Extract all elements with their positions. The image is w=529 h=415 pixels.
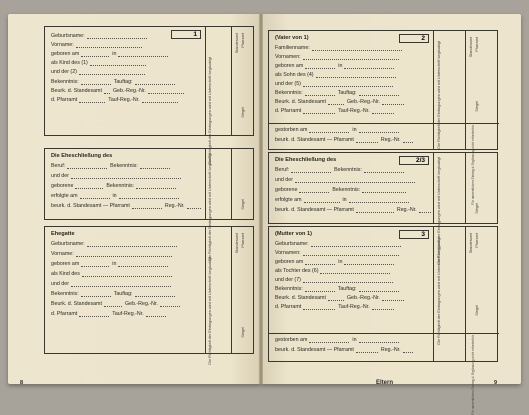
form-row — [275, 108, 397, 114]
field-label: Geb.-Reg.-Nr. — [124, 301, 158, 307]
field-label: Bekenntnis: — [51, 79, 79, 85]
field-label: geboren am — [275, 259, 304, 265]
fill-in-line — [359, 337, 399, 343]
form-row — [51, 163, 173, 169]
field-label: Geb.-Reg.-Nr. — [112, 88, 146, 94]
fill-in-line — [372, 108, 394, 114]
side-column — [465, 31, 466, 149]
form-row — [275, 197, 412, 203]
fill-in-line — [82, 271, 172, 277]
field-label: Beurk. d. Standesamt — [275, 99, 326, 105]
form-row — [51, 183, 179, 189]
form-row — [275, 63, 397, 69]
field-label: d. Pfarramt — [275, 108, 302, 114]
field-label: Tauftag: — [337, 90, 357, 96]
field-label: erfolgte am — [51, 193, 78, 199]
field-label: als Kind des — [51, 271, 80, 277]
form-row — [275, 286, 402, 292]
field-label: Reg.-Nr. — [380, 347, 401, 353]
side-column — [433, 227, 434, 361]
block-number-text: 1 — [193, 31, 197, 38]
form-row — [51, 97, 181, 103]
field-label: als Kind des (1) — [51, 60, 88, 66]
block-number — [399, 34, 429, 43]
fill-in-line — [320, 268, 390, 274]
field-label: d. Pfarramt — [275, 304, 302, 310]
fill-in-line — [76, 251, 172, 257]
fill-in-line — [81, 79, 111, 85]
form-row — [51, 241, 180, 247]
fill-in-line — [359, 286, 399, 292]
fill-in-line — [87, 241, 177, 247]
field-label: Geburtsname: — [275, 241, 309, 247]
fill-in-line — [79, 97, 105, 103]
fill-in-line — [118, 261, 168, 267]
side-column — [231, 27, 232, 135]
form-row — [51, 173, 184, 179]
form-row — [51, 291, 178, 297]
field-label: und der (7) — [275, 277, 301, 283]
field-label: geboren am — [275, 63, 304, 69]
field-label: in — [112, 261, 117, 267]
fill-in-line — [79, 69, 145, 75]
fill-in-line — [305, 286, 335, 292]
side-note: Pfarramt — [475, 37, 479, 52]
side-note: Die Richtigkeit der Eintragungen wird mit Unterschrift beglaubigt — [437, 41, 441, 149]
field-label: gestorben am — [275, 127, 308, 133]
fill-in-line — [80, 193, 110, 199]
form-row — [51, 69, 148, 75]
field-label: Bekenntnis: — [51, 291, 79, 297]
field-label: Beurk. d. Standesamt — [51, 301, 102, 307]
block-number — [399, 156, 429, 165]
field-label: in — [338, 63, 343, 69]
fill-in-line — [87, 33, 147, 39]
side-note: Siegel — [475, 101, 479, 112]
fill-in-line — [356, 207, 394, 213]
side-column — [205, 149, 206, 219]
form-row — [275, 259, 397, 265]
page-number-right: 9 — [494, 380, 498, 386]
field-label: Bekenntnis: — [334, 167, 362, 173]
fill-in-line — [356, 137, 378, 143]
form-row — [275, 187, 409, 193]
field-label: d. Pfarramt — [51, 311, 78, 317]
side-note: Standesamt — [469, 233, 473, 254]
form-row — [275, 127, 402, 133]
side-column — [205, 227, 206, 353]
fill-in-line — [299, 187, 329, 193]
field-label: Geb.-Reg.-Nr. — [346, 295, 380, 301]
field-label: Vornamen: — [275, 250, 301, 256]
side-note: Standesamt — [235, 233, 239, 254]
field-label: Geburtsname: — [51, 33, 85, 39]
fill-in-line — [403, 137, 413, 143]
side-note: Siegel — [241, 107, 245, 118]
form-row — [51, 60, 149, 66]
field-label: Bekenntnis: — [275, 286, 303, 292]
field-label: Beurk. d. Standesamt — [51, 88, 102, 94]
form-row — [51, 193, 182, 199]
form-row — [275, 337, 402, 343]
form-row — [275, 250, 402, 256]
field-label: erfolgte am — [275, 197, 302, 203]
field-label: beurk. d. Standesamt — Pfarramt — [275, 137, 354, 143]
fill-in-line — [81, 261, 109, 267]
field-label: und der — [51, 173, 69, 179]
fill-in-line — [135, 291, 175, 297]
fill-in-line — [362, 187, 406, 193]
fill-in-line — [403, 347, 413, 353]
form-row — [51, 203, 204, 209]
fill-in-line — [119, 193, 179, 199]
fill-in-line — [187, 203, 201, 209]
fill-in-line — [349, 197, 409, 203]
fill-in-line — [364, 167, 404, 173]
form-row — [51, 251, 175, 257]
field-label: Reg.-Nr. — [164, 203, 185, 209]
side-column — [205, 27, 206, 135]
fill-in-line — [75, 183, 103, 189]
fill-in-line — [309, 127, 349, 133]
field-label: Bekenntnis: — [275, 90, 303, 96]
fill-in-line — [295, 177, 415, 183]
fill-in-line — [136, 183, 176, 189]
fill-in-line — [305, 90, 335, 96]
fill-in-line — [356, 347, 378, 353]
field-label: geborene — [51, 183, 74, 189]
form-row — [51, 79, 178, 85]
side-note: Siegel — [475, 305, 479, 316]
field-label: beurk. d. Standesamt — Pfarramt — [51, 203, 130, 209]
fill-in-line — [382, 99, 404, 105]
fill-in-line — [344, 259, 394, 265]
form-row — [51, 301, 183, 307]
field-label: gestorben am — [275, 337, 308, 343]
form-row — [275, 304, 397, 310]
fill-in-line — [305, 259, 335, 265]
fill-in-line — [359, 90, 399, 96]
fill-in-line — [142, 97, 178, 103]
side-column — [231, 149, 232, 219]
side-note: Standesamt — [469, 37, 473, 58]
fill-in-line — [304, 197, 340, 203]
fill-in-line — [303, 54, 399, 60]
field-label: Tauf-Reg.-Nr. — [108, 97, 140, 103]
divider — [269, 333, 499, 334]
form-row — [51, 42, 145, 48]
block-number-text: 3 — [421, 231, 425, 238]
fill-in-line — [303, 250, 399, 256]
side-note: Für namentlichen Eintrag d. Ergänzung nicht erforderlich — [471, 335, 475, 415]
field-label: Bekenntnis: — [110, 163, 138, 169]
form-row — [275, 99, 407, 105]
fill-in-line — [328, 99, 344, 105]
field-label: als Sohn des (4) — [275, 72, 314, 78]
block-title: (Vater von 1) — [275, 35, 309, 41]
fill-in-line — [316, 72, 396, 78]
block-title: Die Eheschließung des — [275, 157, 337, 163]
page-footer-title: Eltern — [376, 380, 394, 386]
field-label: und der (2) — [51, 69, 77, 75]
field-label: in — [112, 193, 117, 199]
field-label: Vorname: — [51, 42, 74, 48]
form-row — [275, 54, 402, 60]
divider — [269, 123, 499, 124]
fill-in-line — [303, 304, 335, 310]
form-row — [51, 33, 150, 39]
field-label: geborene — [275, 187, 298, 193]
form-row — [275, 295, 407, 301]
form-row — [51, 271, 175, 277]
field-label: Tauftag: — [113, 79, 133, 85]
block-number — [171, 30, 201, 39]
side-column — [465, 153, 466, 223]
field-label: in — [342, 197, 347, 203]
side-note: Standesamt — [235, 33, 239, 54]
field-label: beurk. d. Standesamt — Pfarramt — [275, 347, 354, 353]
field-label: Reg.-Nr. — [380, 137, 401, 143]
field-label: Geb.-Reg.-Nr. — [346, 99, 380, 105]
form-row — [275, 241, 404, 247]
side-note: Die Richtigkeit der Eintragungen wird mit Unterschrift beglaubigt — [208, 57, 212, 165]
block-number-text: 2 — [421, 35, 425, 42]
field-label: Tauf-Reg.-Nr. — [338, 304, 370, 310]
fill-in-line — [372, 304, 394, 310]
side-note: Siegel — [241, 327, 245, 338]
fill-in-line — [81, 291, 111, 297]
form-row — [275, 90, 402, 96]
form-row — [275, 207, 434, 213]
form-row — [275, 277, 396, 283]
side-note: Die Richtigkeit der Eintragungen wird mit Unterschrift beglaubigt — [208, 153, 212, 261]
form-row — [51, 311, 169, 317]
field-label: Reg.-Nr. — [396, 207, 417, 213]
fill-in-line — [303, 277, 393, 283]
fill-in-line — [303, 108, 335, 114]
fill-in-line — [71, 173, 181, 179]
book-gutter — [259, 14, 263, 384]
fill-in-line — [76, 42, 142, 48]
form-row — [275, 167, 407, 173]
side-note: Siegel — [475, 203, 479, 214]
field-label: Familienname: — [275, 45, 310, 51]
fill-in-line — [291, 167, 331, 173]
field-label: Beurk. d. Standesamt — [275, 295, 326, 301]
form-row — [51, 51, 171, 57]
form-row — [275, 137, 416, 143]
side-note: Pfarramt — [475, 233, 479, 248]
side-column — [433, 31, 434, 149]
fill-in-line — [81, 51, 109, 57]
form-row — [275, 347, 416, 353]
fill-in-line — [71, 281, 171, 287]
field-label: Beruf: — [275, 167, 290, 173]
field-label: Bekenntnis: — [106, 183, 135, 189]
fill-in-line — [90, 60, 146, 66]
block-number — [399, 230, 429, 239]
form-row — [51, 88, 187, 94]
fill-in-line — [146, 311, 166, 317]
fill-in-line — [160, 301, 180, 307]
fill-in-line — [303, 81, 393, 87]
fill-in-line — [305, 63, 335, 69]
field-label: beurk. d. Standesamt — Pfarramt — [275, 207, 354, 213]
field-label: Bekenntnis: — [332, 187, 361, 193]
fill-in-line — [140, 163, 170, 169]
field-label: d. Pfarramt — [51, 97, 78, 103]
side-note: Die Richtigkeit der Eintragungen wird mit Unterschrift beglaubigt — [208, 257, 212, 365]
side-note: Pfarramt — [241, 233, 245, 248]
left-block-3 — [44, 226, 254, 365]
fill-in-line — [104, 301, 122, 307]
field-label: Tauftag: — [113, 291, 133, 297]
field-label: Vorname: — [51, 251, 74, 257]
field-label: und der — [51, 281, 69, 287]
field-label: in — [352, 127, 357, 133]
field-label: geboren am — [51, 51, 80, 57]
form-row — [275, 45, 405, 51]
side-note: Pfarramt — [241, 33, 245, 48]
fill-in-line — [148, 88, 184, 94]
fill-in-line — [359, 127, 399, 133]
fill-in-line — [79, 311, 109, 317]
field-label: und der — [275, 177, 293, 183]
field-label: Beruf: — [51, 163, 66, 169]
fill-in-line — [382, 295, 404, 301]
form-row — [275, 72, 399, 78]
fill-in-line — [344, 63, 394, 69]
block-title: Ehegatte — [51, 231, 75, 237]
fill-in-line — [132, 203, 162, 209]
fill-in-line — [309, 337, 349, 343]
field-label: in — [352, 337, 357, 343]
field-label: als Tochter des (6) — [275, 268, 319, 274]
form-row — [51, 261, 171, 267]
form-row — [275, 177, 418, 183]
field-label: geboren am — [51, 261, 80, 267]
field-label: in — [338, 259, 343, 265]
fill-in-line — [419, 207, 431, 213]
side-note: Für namentlichen Eintrag d. Ergänzung nicht erforderlich — [471, 125, 475, 205]
form-row — [51, 281, 174, 287]
form-row — [275, 81, 396, 87]
form-row — [275, 268, 393, 274]
fill-in-line — [104, 88, 110, 94]
block-title: (Mutter von 1) — [275, 231, 312, 237]
fill-in-line — [328, 295, 344, 301]
block-number-text: 2/3 — [415, 157, 425, 164]
fill-in-line — [312, 45, 402, 51]
side-column — [231, 227, 232, 353]
field-label: Tauftag: — [337, 286, 357, 292]
side-note: Die Richtigkeit der Eintragungen wird mit Unterschrift beglaubigt — [437, 157, 441, 265]
side-column — [465, 227, 466, 361]
field-label: in — [112, 51, 117, 57]
side-note: Siegel — [241, 199, 245, 210]
fill-in-line — [311, 241, 401, 247]
fill-in-line — [67, 163, 107, 169]
field-label: Vornamen: — [275, 54, 301, 60]
block-title: Die Eheschließung des — [51, 153, 113, 159]
field-label: Tauf-Reg.-Nr. — [338, 108, 370, 114]
fill-in-line — [118, 51, 168, 57]
field-label: und der (5) — [275, 81, 301, 87]
fill-in-line — [135, 79, 175, 85]
page-number-left: 8 — [20, 380, 24, 386]
field-label: Geburtsname: — [51, 241, 85, 247]
field-label: Tauf-Reg.-Nr. — [112, 311, 144, 317]
side-note: Die Richtigkeit der Eintragungen wird mit Unterschrift beglaubigt — [437, 237, 441, 345]
